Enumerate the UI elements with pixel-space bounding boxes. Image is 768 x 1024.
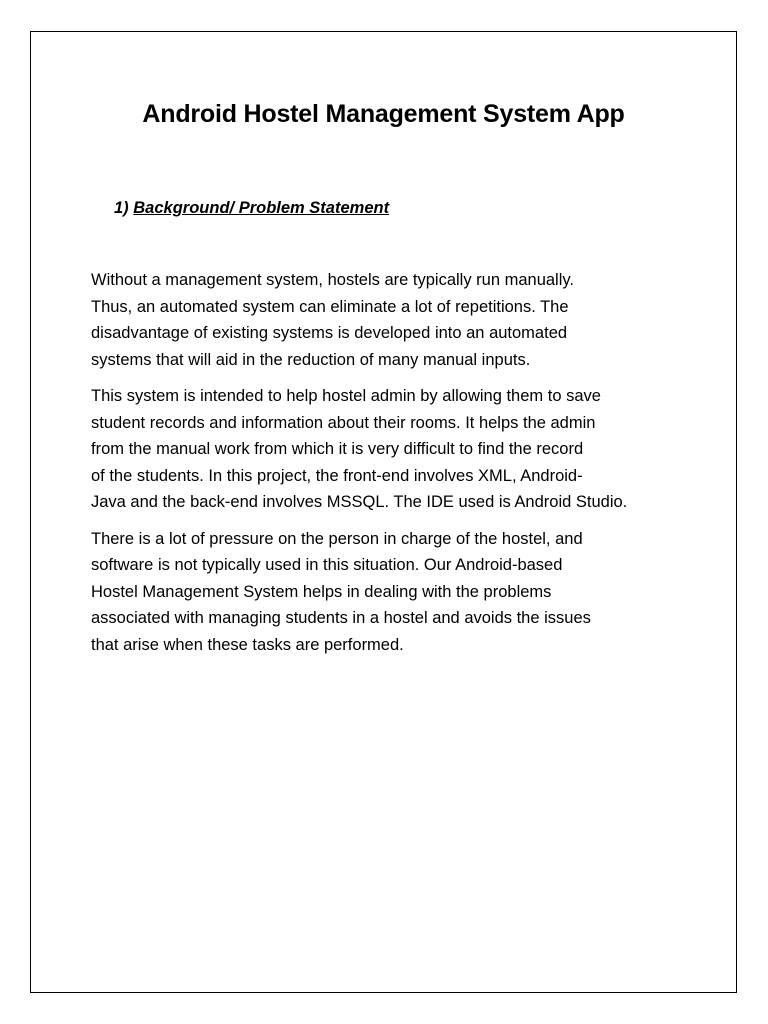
paragraph-line: disadvantage of existing systems is developed into an automated [91, 324, 568, 342]
document-title: Android Hostel Management System App [142, 100, 625, 128]
section-heading [114, 196, 389, 220]
body-text [91, 267, 691, 668]
paragraph-line: Without a management system, hostels are typically run manually. [91, 271, 574, 289]
paragraph-line: Thus, an automated system can eliminate a lot of repetitions. The [91, 297, 569, 316]
paragraph-2 [91, 383, 691, 516]
paragraph-line: of the students. In this project, the front-end involves XML, Android- [91, 466, 583, 485]
paragraph-line: associated with managing students in a hostel and avoids the issues [91, 609, 591, 627]
section-number: 1) [114, 199, 129, 217]
paragraph-3 [91, 526, 691, 659]
paragraph-line: There is a lot of pressure on the person in charge of the hostel, and [91, 529, 583, 548]
section-heading-text: Background/ Problem Statement [133, 199, 390, 217]
paragraph-line: Java and the back-end involves MSSQL. The IDE used is Android Studio. [91, 493, 628, 511]
paragraph-line: student records and information about their rooms. It helps the admin [91, 413, 596, 432]
paragraph-line: systems that will aid in the reduction of many manual inputs. [91, 350, 531, 369]
paragraph-line: Hostel Management System helps in dealing with the problems [91, 582, 552, 601]
paragraph-1 [91, 267, 691, 373]
paragraph-line: from the manual work from which it is very difficult to find the record [91, 440, 584, 458]
paragraph-line: This system is intended to help hostel admin by allowing them to save [91, 387, 601, 405]
paragraph-line: software is not typically used in this situation. Our Android-based [91, 556, 563, 574]
paragraph-line: that arise when these tasks are performed. [91, 635, 404, 654]
